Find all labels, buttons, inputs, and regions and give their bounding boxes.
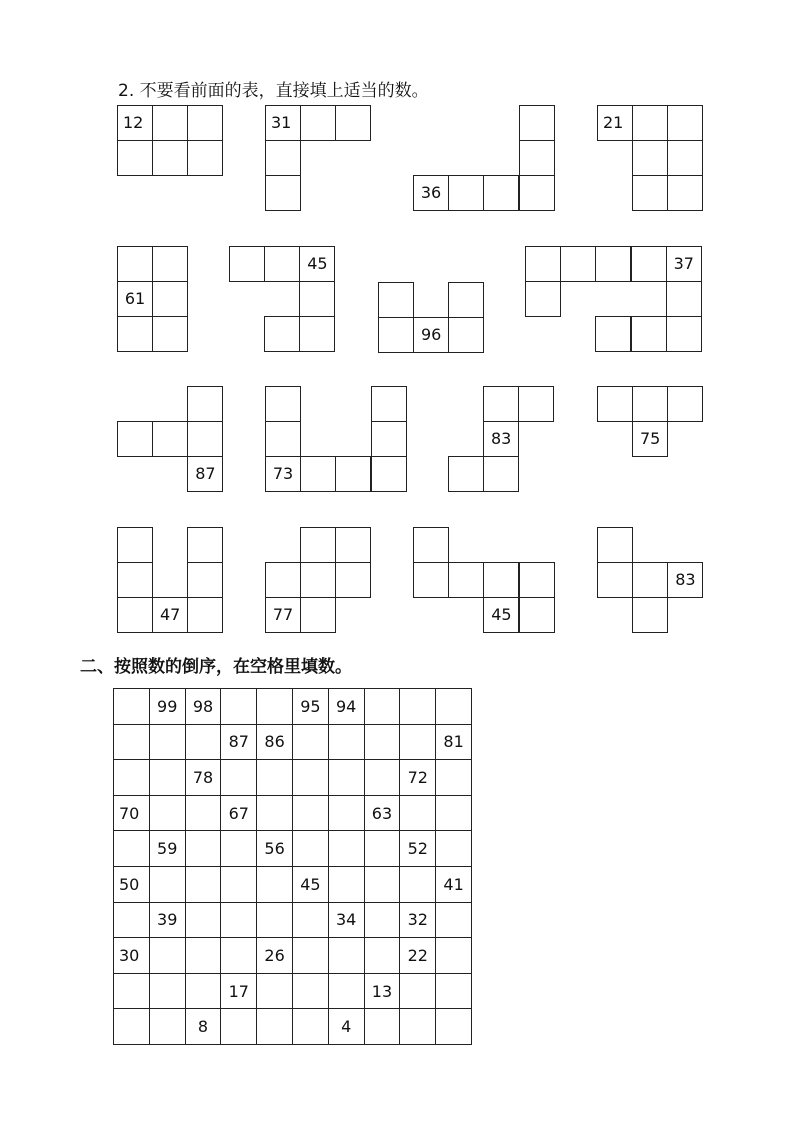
shape-6-cell <box>264 316 300 352</box>
shape-10-cell <box>265 386 301 422</box>
shape-8-cell <box>525 246 561 282</box>
shape-1-cell <box>187 140 223 176</box>
shape-15-cell <box>448 562 484 598</box>
shape-5-cell <box>152 281 188 317</box>
grid-cell <box>328 866 364 902</box>
shape-4-cell <box>632 175 668 211</box>
grid-row <box>114 689 472 725</box>
grid-cell <box>400 724 436 760</box>
shape-10-cell <box>371 456 407 492</box>
shape-14-cell <box>300 527 336 563</box>
grid-cell <box>364 689 400 725</box>
shape-11-cell <box>448 456 484 492</box>
grid-cell <box>364 938 400 974</box>
shape-13-cell <box>187 597 223 633</box>
shape-4-cell <box>667 140 703 176</box>
section-1-title: 2. 不要看前面的表，直接填上适当的数。 <box>118 81 429 101</box>
shape-11-cell <box>483 456 519 492</box>
shape-10-cell: 73 <box>265 456 301 492</box>
shape-7-cell <box>378 282 414 318</box>
shape-7-cell <box>378 317 414 353</box>
shape-13-cell <box>117 597 153 633</box>
shape-13-cell <box>187 527 223 563</box>
grid-row <box>114 1009 472 1045</box>
grid-row <box>114 831 472 867</box>
grid-cell: 34 <box>328 902 364 938</box>
grid-cell <box>257 866 293 902</box>
grid-cell: 59 <box>149 831 185 867</box>
grid-cell <box>114 689 150 725</box>
shape-2-cell: 31 <box>265 105 301 141</box>
grid-row <box>114 724 472 760</box>
grid-cell: 50 <box>114 866 150 902</box>
shape-6-cell <box>299 316 335 352</box>
shape-11-cell: 83 <box>483 421 519 457</box>
grid-cell: 86 <box>257 724 293 760</box>
grid-cell: 94 <box>328 689 364 725</box>
shape-9-cell <box>187 386 223 422</box>
grid-cell <box>292 795 328 831</box>
grid-row <box>114 973 472 1009</box>
grid-row <box>114 760 472 796</box>
shape-4-cell <box>667 175 703 211</box>
grid-cell <box>400 973 436 1009</box>
shape-8-cell: 37 <box>666 246 702 282</box>
shape-10-cell <box>371 421 407 457</box>
shape-16-cell: 83 <box>667 562 703 598</box>
shape-15-cell <box>483 562 519 598</box>
grid-cell <box>436 902 472 938</box>
shape-11-cell <box>483 386 519 422</box>
grid-cell: 98 <box>185 689 221 725</box>
shape-10-cell <box>300 456 336 492</box>
shape-15-cell <box>519 562 555 598</box>
grid-cell <box>328 795 364 831</box>
grid-cell: 70 <box>114 795 150 831</box>
shape-5-cell: 61 <box>117 281 153 317</box>
shape-14-cell: 77 <box>265 597 301 633</box>
grid-cell <box>436 1009 472 1045</box>
shape-8-cell <box>666 281 702 317</box>
shape-13-cell <box>187 562 223 598</box>
shape-1-cell <box>187 105 223 141</box>
shape-14-cell <box>300 597 336 633</box>
shape-8-cell <box>560 246 596 282</box>
grid-cell: 81 <box>436 724 472 760</box>
grid-cell <box>149 795 185 831</box>
shape-5-cell <box>152 316 188 352</box>
grid-cell: 78 <box>185 760 221 796</box>
shape-16-cell <box>632 562 668 598</box>
shape-9-cell: 87 <box>187 456 223 492</box>
shape-12-cell: 75 <box>632 421 668 457</box>
grid-cell: 87 <box>221 724 257 760</box>
grid-cell <box>328 831 364 867</box>
shape-5-cell <box>117 246 153 282</box>
shape-8-cell <box>666 316 702 352</box>
grid-cell <box>149 938 185 974</box>
grid-cell <box>185 724 221 760</box>
grid-cell <box>221 902 257 938</box>
shape-4-cell <box>667 105 703 141</box>
shape-15-cell <box>413 527 449 563</box>
shape-6-cell <box>229 246 265 282</box>
shape-7-cell <box>448 317 484 353</box>
shape-7-cell <box>448 282 484 318</box>
grid-cell <box>149 760 185 796</box>
shape-8-cell <box>631 316 667 352</box>
shape-7-cell: 96 <box>413 317 449 353</box>
grid-cell <box>114 831 150 867</box>
grid-cell <box>400 866 436 902</box>
shape-10-cell <box>335 456 371 492</box>
shape-5-cell <box>117 316 153 352</box>
grid-cell <box>185 866 221 902</box>
grid-cell: 63 <box>364 795 400 831</box>
shape-11-cell <box>518 386 554 422</box>
shape-12-cell <box>597 386 633 422</box>
shape-8-cell <box>595 246 631 282</box>
grid-cell: 32 <box>400 902 436 938</box>
shape-4-cell <box>632 105 668 141</box>
grid-cell <box>364 724 400 760</box>
grid-cell <box>257 902 293 938</box>
shape-16-cell <box>597 527 633 563</box>
grid-cell <box>149 866 185 902</box>
shape-16-cell <box>597 562 633 598</box>
grid-cell <box>436 831 472 867</box>
shape-3-cell <box>519 140 555 176</box>
shape-12-cell <box>667 386 703 422</box>
grid-cell <box>257 1009 293 1045</box>
grid-cell <box>364 760 400 796</box>
grid-cell <box>221 831 257 867</box>
grid-cell: 56 <box>257 831 293 867</box>
grid-cell <box>436 760 472 796</box>
shape-3-cell <box>448 175 484 211</box>
grid-cell <box>364 902 400 938</box>
grid-cell <box>114 1009 150 1045</box>
shape-9-cell <box>187 421 223 457</box>
grid-cell <box>221 1009 257 1045</box>
shape-2-cell <box>335 105 371 141</box>
grid-cell <box>328 760 364 796</box>
grid-cell <box>400 1009 436 1045</box>
grid-cell <box>436 795 472 831</box>
grid-cell <box>436 938 472 974</box>
grid-cell: 67 <box>221 795 257 831</box>
shape-12-cell <box>632 386 668 422</box>
grid-cell: 17 <box>221 973 257 1009</box>
grid-row <box>114 795 472 831</box>
grid-cell <box>292 760 328 796</box>
grid-cell <box>149 1009 185 1045</box>
grid-cell <box>292 973 328 1009</box>
shape-9-cell <box>117 421 153 457</box>
shape-14-cell <box>300 562 336 598</box>
grid-cell: 41 <box>436 866 472 902</box>
shape-3-cell <box>483 175 519 211</box>
grid-cell <box>364 831 400 867</box>
grid-row <box>114 938 472 974</box>
grid-row <box>114 902 472 938</box>
shape-2-cell <box>265 175 301 211</box>
shape-16-cell <box>632 597 668 633</box>
shape-9-cell <box>152 421 188 457</box>
grid-cell <box>257 689 293 725</box>
grid-cell <box>221 866 257 902</box>
section-2-title: 二、按照数的倒序，在空格里填数。 <box>80 657 352 677</box>
grid-cell <box>257 795 293 831</box>
grid-cell: 45 <box>292 866 328 902</box>
grid-cell: 22 <box>400 938 436 974</box>
grid-cell <box>185 902 221 938</box>
grid-cell: 39 <box>149 902 185 938</box>
grid-cell <box>114 902 150 938</box>
grid-cell <box>257 973 293 1009</box>
grid-cell <box>221 938 257 974</box>
grid-cell <box>185 938 221 974</box>
grid-cell <box>185 973 221 1009</box>
grid-cell <box>114 760 150 796</box>
shape-13-cell <box>117 527 153 563</box>
shape-6-cell: 45 <box>299 246 335 282</box>
shape-8-cell <box>595 316 631 352</box>
grid-cell <box>400 795 436 831</box>
grid-cell <box>364 1009 400 1045</box>
grid-cell: 4 <box>328 1009 364 1045</box>
grid-cell <box>185 831 221 867</box>
grid-cell: 95 <box>292 689 328 725</box>
shape-5-cell <box>152 246 188 282</box>
grid-cell: 13 <box>364 973 400 1009</box>
shape-3-cell <box>519 175 555 211</box>
shape-15-cell: 45 <box>483 597 519 633</box>
shape-15-cell <box>519 597 555 633</box>
grid-cell: 26 <box>257 938 293 974</box>
grid-cell <box>400 689 436 725</box>
shape-10-cell <box>265 421 301 457</box>
shape-4-cell <box>632 140 668 176</box>
grid-cell <box>221 689 257 725</box>
shape-3-cell: 36 <box>413 175 449 211</box>
grid-cell <box>221 760 257 796</box>
grid-cell <box>257 760 293 796</box>
shape-1-cell: 12 <box>117 105 153 141</box>
grid-cell <box>185 795 221 831</box>
grid-row <box>114 866 472 902</box>
shape-13-cell <box>117 562 153 598</box>
shape-15-cell <box>413 562 449 598</box>
grid-cell <box>292 831 328 867</box>
grid-cell <box>292 938 328 974</box>
shape-13-cell: 47 <box>152 597 188 633</box>
grid-cell <box>364 866 400 902</box>
shape-1-cell <box>152 140 188 176</box>
shape-6-cell <box>299 281 335 317</box>
grid-cell <box>114 973 150 1009</box>
grid-cell <box>328 938 364 974</box>
shape-2-cell <box>300 105 336 141</box>
shape-6-cell <box>264 246 300 282</box>
shape-14-cell <box>335 562 371 598</box>
shape-1-cell <box>117 140 153 176</box>
grid-cell <box>436 689 472 725</box>
grid-cell <box>328 973 364 1009</box>
grid-cell <box>436 973 472 1009</box>
grid-cell: 52 <box>400 831 436 867</box>
grid-cell: 99 <box>149 689 185 725</box>
shape-14-cell <box>335 527 371 563</box>
grid-cell <box>114 724 150 760</box>
grid-cell <box>292 1009 328 1045</box>
shape-14-cell <box>265 562 301 598</box>
grid-cell <box>149 724 185 760</box>
shape-10-cell <box>371 386 407 422</box>
shape-1-cell <box>152 105 188 141</box>
shape-3-cell <box>519 105 555 141</box>
grid-cell: 72 <box>400 760 436 796</box>
grid-cell <box>292 902 328 938</box>
grid-cell <box>328 724 364 760</box>
shape-2-cell <box>265 140 301 176</box>
grid-cell <box>292 724 328 760</box>
shape-8-cell <box>525 281 561 317</box>
grid-cell: 8 <box>185 1009 221 1045</box>
hundred-grid <box>113 688 472 1045</box>
grid-cell: 30 <box>114 938 150 974</box>
grid-cell <box>149 973 185 1009</box>
shape-4-cell: 21 <box>597 105 633 141</box>
shape-8-cell <box>631 246 667 282</box>
